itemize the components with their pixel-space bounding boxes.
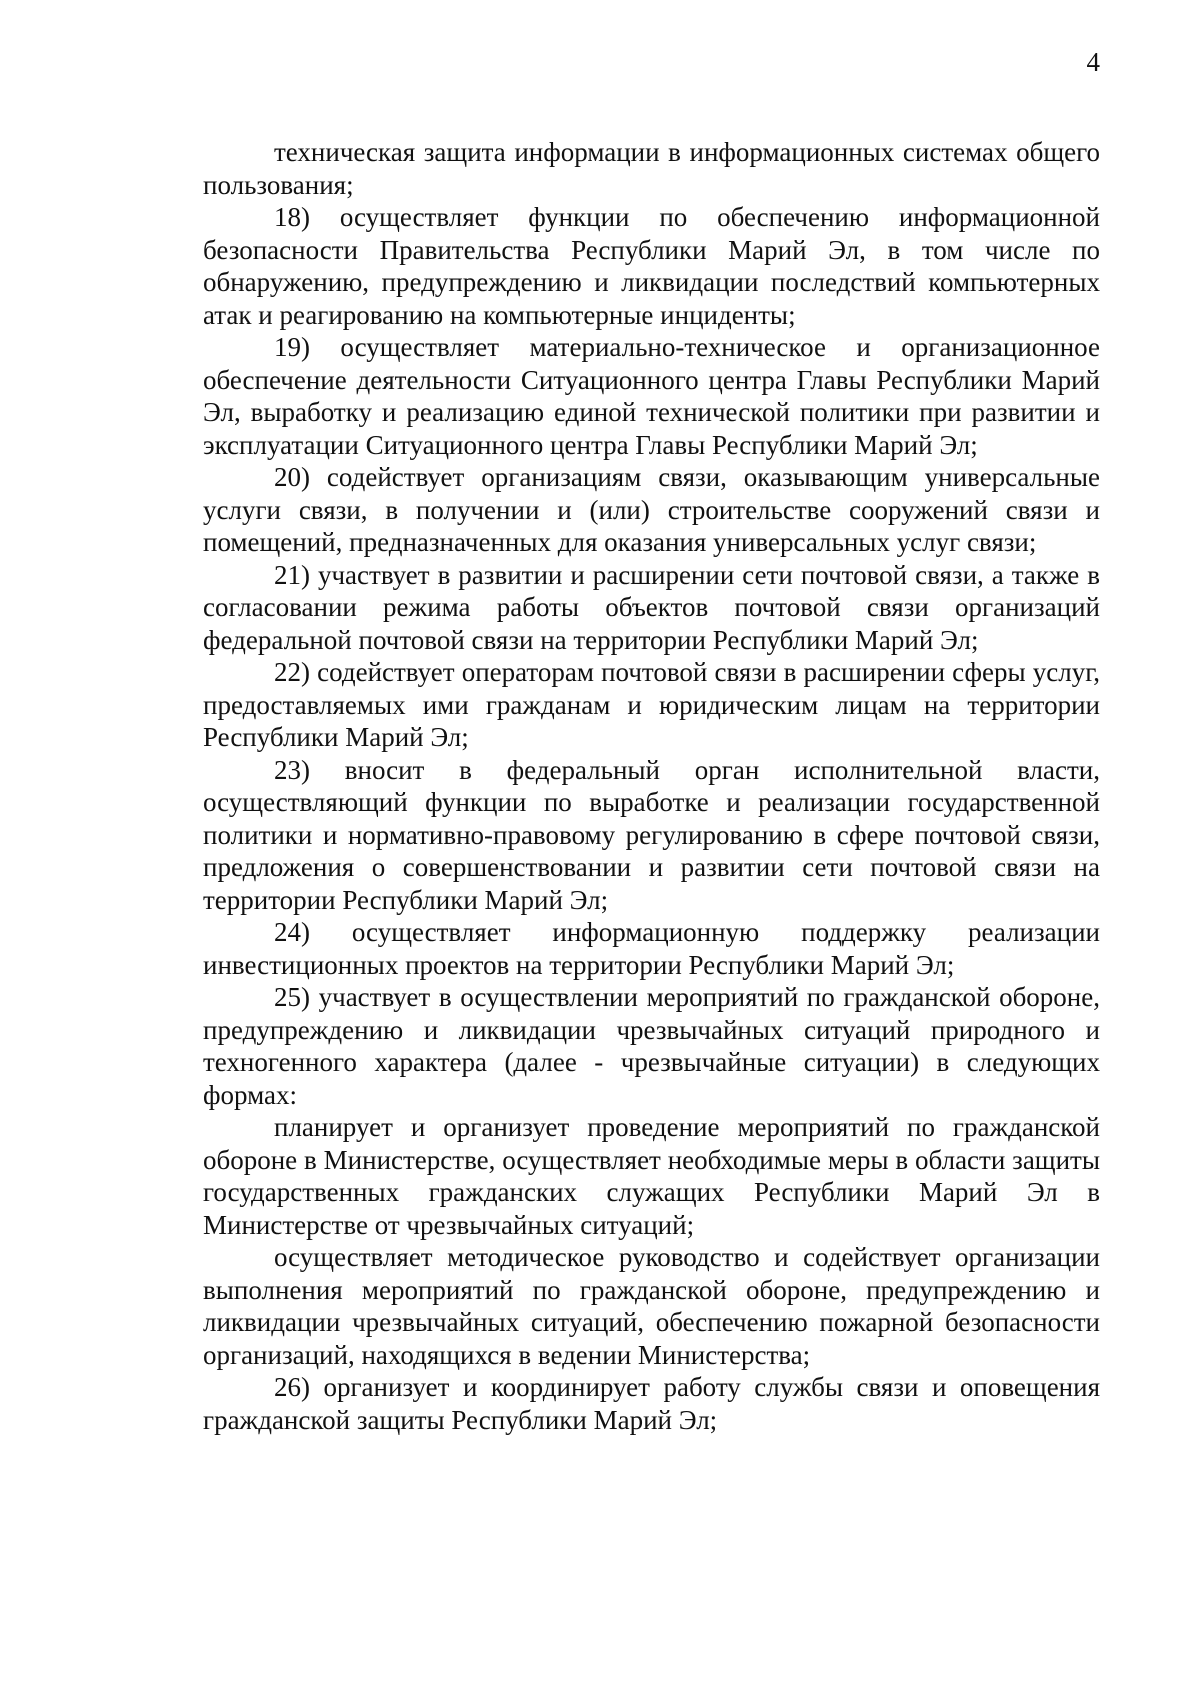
paragraph-item-25-methodical: осуществляет методическое руководство и содействует организации выполнения мероприятий по гражданской обороне, предупреждению и ликвидации чрезвычайных ситуаций, обеспечению пожарной безопасности организаций, находящихся в ведении Министерства; bbox=[203, 1242, 1100, 1370]
paragraph-item-19: 19) осуществляет материально-техническое и организационное обеспечение деятельности Ситуационного центра Главы Республики Марий Эл, выработку и реализацию единой технической политики при развитии и эксплуатации Ситуационного центра Главы Республики Марий Эл; bbox=[203, 332, 1100, 460]
paragraph-item-22: 22) содействует операторам почтовой связи в расширении сферы услуг, предоставляемых ими гражданам и юридическим лицам на территории Республики Марий Эл; bbox=[203, 657, 1100, 752]
paragraph-tech-protection: техническая защита информации в информационных системах общего пользования; bbox=[203, 137, 1100, 200]
document-body bbox=[203, 136, 1100, 1436]
paragraph-item-20: 20) содействует организациям связи, оказывающим универсальные услуги связи, в получении и (или) строительстве сооружений связи и помещений, предназначенных для оказания универсальных услуг связи; bbox=[203, 462, 1100, 557]
page-number: 4 bbox=[1086, 47, 1100, 77]
paragraph-item-25: 25) участвует в осуществлении мероприятий по гражданской обороне, предупреждению и ликвидации чрезвычайных ситуаций природного и техногенного характера (далее - чрезвычайные ситуации) в следующих формах: bbox=[203, 982, 1100, 1110]
paragraph-item-26: 26) организует и координирует работу службы связи и оповещения гражданской защиты Республики Марий Эл; bbox=[203, 1372, 1100, 1435]
paragraph-item-24: 24) осуществляет информационную поддержку реализации инвестиционных проектов на территории Республики Марий Эл; bbox=[203, 917, 1100, 980]
paragraph-item-18: 18) осуществляет функции по обеспечению информационной безопасности Правительства Республики Марий Эл, в том числе по обнаружению, предупреждению и ликвидации последствий компьютерных атак и реагированию на компьютерные инциденты; bbox=[203, 202, 1100, 330]
paragraph-item-25-plans: планирует и организует проведение мероприятий по гражданской обороне в Министерстве, осуществляет необходимые меры в области защиты государственных гражданских служащих Республики Марий Эл в Министерстве от чрезвычайных ситуаций; bbox=[203, 1112, 1100, 1240]
paragraph-item-21: 21) участвует в развитии и расширении сети почтовой связи, а также в согласовании режима работы объектов почтовой связи организаций федеральной почтовой связи на территории Республики Марий Эл; bbox=[203, 559, 1100, 655]
paragraph-item-23: 23) вносит в федеральный орган исполнительной власти, осуществляющий функции по выработке и реализации государственной политики и нормативно-правовому регулированию в сфере почтовой связи, предложения о совершенствовании и развитии сети почтовой связи на территории Республики Марий Эл; bbox=[203, 754, 1100, 915]
